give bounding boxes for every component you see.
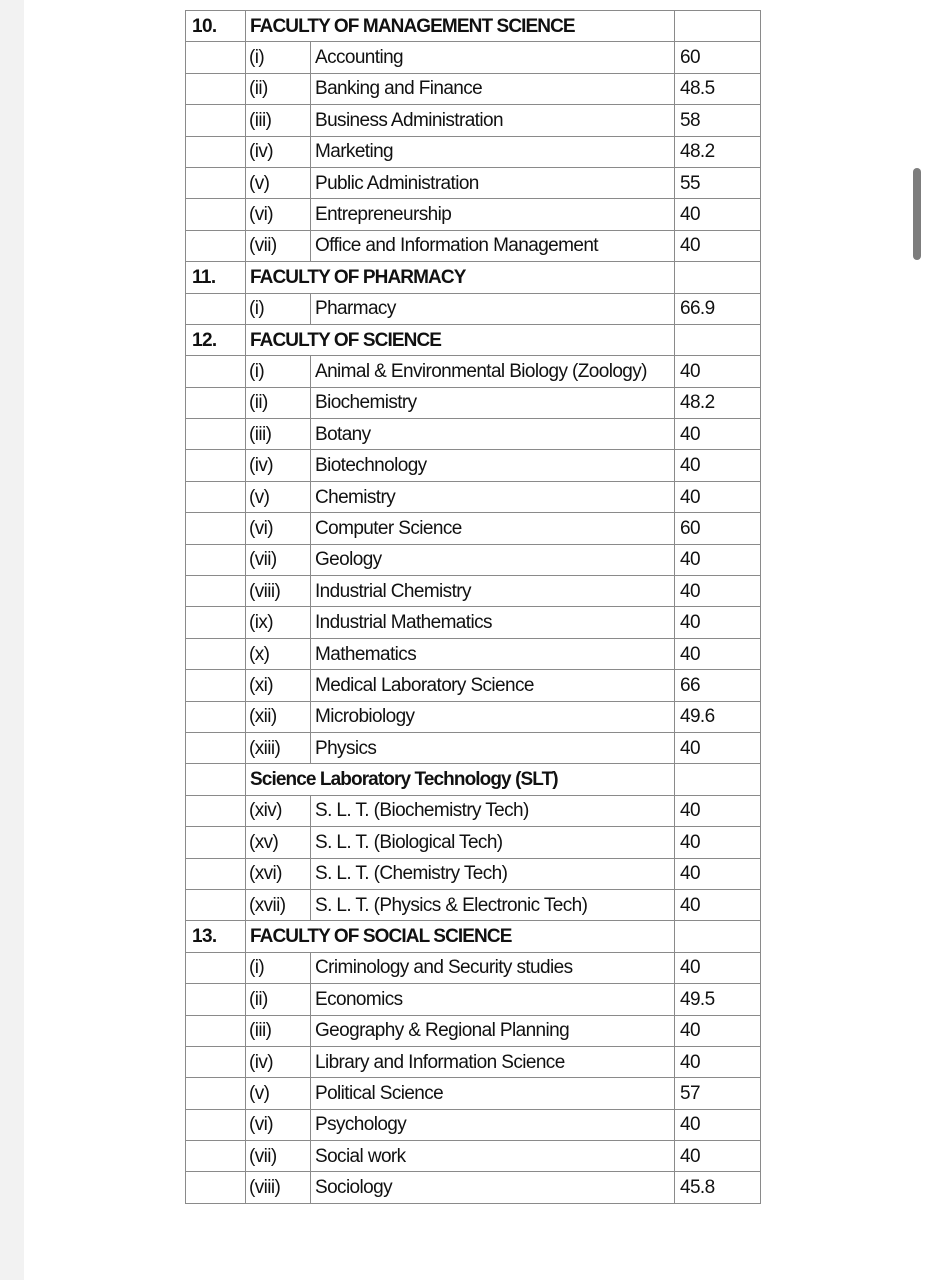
course-name: Accounting xyxy=(311,42,675,73)
course-row xyxy=(186,889,761,920)
course-name: Business Administration xyxy=(311,105,675,136)
course-name: Marketing xyxy=(311,136,675,167)
course-number-cell xyxy=(186,858,246,889)
course-name: Sociology xyxy=(311,1172,675,1203)
course-roman-numeral: (vi) xyxy=(246,1109,311,1140)
course-roman-numeral: (vi) xyxy=(246,513,311,544)
course-row xyxy=(186,607,761,638)
course-cutoff-score: 45.8 xyxy=(675,1172,761,1203)
course-cutoff-score: 40 xyxy=(675,638,761,669)
course-number-cell xyxy=(186,230,246,261)
faculty-score-cell xyxy=(675,764,761,795)
course-name: Microbiology xyxy=(311,701,675,732)
course-number-cell xyxy=(186,105,246,136)
course-row xyxy=(186,450,761,481)
course-number-cell xyxy=(186,1015,246,1046)
course-roman-numeral: (xiv) xyxy=(246,795,311,826)
course-name: Office and Information Management xyxy=(311,230,675,261)
course-cutoff-score: 40 xyxy=(675,356,761,387)
faculty-title: FACULTY OF PHARMACY xyxy=(246,262,675,293)
course-name: Social work xyxy=(311,1141,675,1172)
course-roman-numeral: (i) xyxy=(246,293,311,324)
course-cutoff-score: 40 xyxy=(675,481,761,512)
course-row xyxy=(186,732,761,763)
faculty-score-cell xyxy=(675,921,761,952)
course-row xyxy=(186,199,761,230)
course-name: Political Science xyxy=(311,1078,675,1109)
course-name: Mathematics xyxy=(311,638,675,669)
course-name: Computer Science xyxy=(311,513,675,544)
course-number-cell xyxy=(186,167,246,198)
course-row xyxy=(186,1172,761,1203)
faculty-score-cell xyxy=(675,324,761,355)
faculty-score-cell xyxy=(675,262,761,293)
course-row xyxy=(186,701,761,732)
course-cutoff-score: 49.5 xyxy=(675,984,761,1015)
course-roman-numeral: (i) xyxy=(246,42,311,73)
course-roman-numeral: (iv) xyxy=(246,450,311,481)
faculty-number: 13. xyxy=(186,921,246,952)
course-name: Industrial Chemistry xyxy=(311,576,675,607)
course-row xyxy=(186,858,761,889)
course-row xyxy=(186,1046,761,1077)
course-cutoff-score: 40 xyxy=(675,576,761,607)
course-row xyxy=(186,419,761,450)
course-cutoff-score: 40 xyxy=(675,952,761,983)
course-row xyxy=(186,827,761,858)
course-row xyxy=(186,356,761,387)
course-roman-numeral: (iv) xyxy=(246,1046,311,1077)
course-name: Animal & Environmental Biology (Zoology) xyxy=(311,356,675,387)
faculty-header-row xyxy=(186,764,761,795)
course-cutoff-score: 40 xyxy=(675,607,761,638)
course-row xyxy=(186,1078,761,1109)
course-name: Economics xyxy=(311,984,675,1015)
course-cutoff-score: 40 xyxy=(675,732,761,763)
course-cutoff-score: 40 xyxy=(675,199,761,230)
course-name: Library and Information Science xyxy=(311,1046,675,1077)
cutoff-marks-table xyxy=(185,10,761,1204)
course-cutoff-score: 40 xyxy=(675,858,761,889)
course-roman-numeral: (vi) xyxy=(246,199,311,230)
course-cutoff-score: 48.5 xyxy=(675,73,761,104)
course-name: Biochemistry xyxy=(311,387,675,418)
course-roman-numeral: (v) xyxy=(246,481,311,512)
course-number-cell xyxy=(186,356,246,387)
course-row xyxy=(186,73,761,104)
course-cutoff-score: 55 xyxy=(675,167,761,198)
course-cutoff-score: 48.2 xyxy=(675,136,761,167)
course-cutoff-score: 40 xyxy=(675,795,761,826)
course-cutoff-score: 40 xyxy=(675,230,761,261)
course-name: Geology xyxy=(311,544,675,575)
course-name: S. L. T. (Physics & Electronic Tech) xyxy=(311,889,675,920)
course-roman-numeral: (viii) xyxy=(246,576,311,607)
course-number-cell xyxy=(186,481,246,512)
course-cutoff-score: 66.9 xyxy=(675,293,761,324)
course-roman-numeral: (xv) xyxy=(246,827,311,858)
course-number-cell xyxy=(186,670,246,701)
course-cutoff-score: 40 xyxy=(675,450,761,481)
course-row xyxy=(186,984,761,1015)
faculty-number: 12. xyxy=(186,324,246,355)
course-row xyxy=(186,1015,761,1046)
course-number-cell xyxy=(186,984,246,1015)
course-cutoff-score: 40 xyxy=(675,827,761,858)
course-row xyxy=(186,795,761,826)
course-row xyxy=(186,544,761,575)
course-row xyxy=(186,1141,761,1172)
course-number-cell xyxy=(186,1172,246,1203)
course-number-cell xyxy=(186,1109,246,1140)
course-cutoff-score: 49.6 xyxy=(675,701,761,732)
faculty-title: FACULTY OF MANAGEMENT SCIENCE xyxy=(246,11,675,42)
course-number-cell xyxy=(186,73,246,104)
faculty-title: FACULTY OF SOCIAL SCIENCE xyxy=(246,921,675,952)
faculty-title: FACULTY OF SCIENCE xyxy=(246,324,675,355)
faculty-title: Science Laboratory Technology (SLT) xyxy=(246,764,675,795)
course-number-cell xyxy=(186,1141,246,1172)
course-roman-numeral: (iv) xyxy=(246,136,311,167)
course-number-cell xyxy=(186,607,246,638)
course-roman-numeral: (ix) xyxy=(246,607,311,638)
course-number-cell xyxy=(186,136,246,167)
course-number-cell xyxy=(186,638,246,669)
faculty-header-row xyxy=(186,11,761,42)
course-row xyxy=(186,481,761,512)
course-row xyxy=(186,42,761,73)
course-row xyxy=(186,952,761,983)
course-roman-numeral: (i) xyxy=(246,356,311,387)
course-number-cell xyxy=(186,513,246,544)
course-number-cell xyxy=(186,701,246,732)
course-roman-numeral: (iii) xyxy=(246,1015,311,1046)
course-number-cell xyxy=(186,795,246,826)
faculty-header-row xyxy=(186,324,761,355)
course-roman-numeral: (xiii) xyxy=(246,732,311,763)
course-cutoff-score: 60 xyxy=(675,42,761,73)
course-name: Biotechnology xyxy=(311,450,675,481)
course-roman-numeral: (vii) xyxy=(246,1141,311,1172)
course-row xyxy=(186,230,761,261)
course-roman-numeral: (iii) xyxy=(246,419,311,450)
course-name: S. L. T. (Biochemistry Tech) xyxy=(311,795,675,826)
course-cutoff-score: 66 xyxy=(675,670,761,701)
course-name: Medical Laboratory Science xyxy=(311,670,675,701)
course-row xyxy=(186,638,761,669)
course-cutoff-score: 40 xyxy=(675,1141,761,1172)
course-name: Psychology xyxy=(311,1109,675,1140)
scrollbar-thumb[interactable] xyxy=(913,168,921,260)
faculty-header-row xyxy=(186,262,761,293)
course-row xyxy=(186,513,761,544)
course-name: S. L. T. (Biological Tech) xyxy=(311,827,675,858)
course-roman-numeral: (xi) xyxy=(246,670,311,701)
course-cutoff-score: 40 xyxy=(675,1046,761,1077)
course-roman-numeral: (viii) xyxy=(246,1172,311,1203)
course-row xyxy=(186,167,761,198)
course-number-cell xyxy=(186,889,246,920)
course-roman-numeral: (iii) xyxy=(246,105,311,136)
course-number-cell xyxy=(186,42,246,73)
course-number-cell xyxy=(186,293,246,324)
faculty-score-cell xyxy=(675,11,761,42)
course-roman-numeral: (ii) xyxy=(246,387,311,418)
cutoff-table-body xyxy=(186,11,761,1204)
course-name: Public Administration xyxy=(311,167,675,198)
faculty-number: 11. xyxy=(186,262,246,293)
course-number-cell xyxy=(186,199,246,230)
course-name: Criminology and Security studies xyxy=(311,952,675,983)
course-number-cell xyxy=(186,544,246,575)
course-roman-numeral: (xvii) xyxy=(246,889,311,920)
course-roman-numeral: (ii) xyxy=(246,984,311,1015)
course-number-cell xyxy=(186,387,246,418)
faculty-number: 10. xyxy=(186,11,246,42)
course-cutoff-score: 40 xyxy=(675,544,761,575)
course-cutoff-score: 60 xyxy=(675,513,761,544)
faculty-header-row xyxy=(186,921,761,952)
course-name: S. L. T. (Chemistry Tech) xyxy=(311,858,675,889)
course-number-cell xyxy=(186,952,246,983)
course-roman-numeral: (ii) xyxy=(246,73,311,104)
course-cutoff-score: 40 xyxy=(675,889,761,920)
course-roman-numeral: (i) xyxy=(246,952,311,983)
course-name: Chemistry xyxy=(311,481,675,512)
course-row xyxy=(186,576,761,607)
course-number-cell xyxy=(186,1078,246,1109)
course-row xyxy=(186,1109,761,1140)
course-cutoff-score: 40 xyxy=(675,419,761,450)
course-row xyxy=(186,670,761,701)
course-row xyxy=(186,293,761,324)
course-name: Banking and Finance xyxy=(311,73,675,104)
course-name: Pharmacy xyxy=(311,293,675,324)
course-name: Botany xyxy=(311,419,675,450)
course-number-cell xyxy=(186,827,246,858)
course-cutoff-score: 40 xyxy=(675,1015,761,1046)
course-roman-numeral: (vii) xyxy=(246,544,311,575)
course-roman-numeral: (v) xyxy=(246,167,311,198)
course-cutoff-score: 57 xyxy=(675,1078,761,1109)
course-number-cell xyxy=(186,450,246,481)
course-roman-numeral: (xvi) xyxy=(246,858,311,889)
course-number-cell xyxy=(186,419,246,450)
course-cutoff-score: 40 xyxy=(675,1109,761,1140)
course-name: Geography & Regional Planning xyxy=(311,1015,675,1046)
course-row xyxy=(186,105,761,136)
course-name: Physics xyxy=(311,732,675,763)
course-roman-numeral: (x) xyxy=(246,638,311,669)
course-row xyxy=(186,136,761,167)
course-cutoff-score: 48.2 xyxy=(675,387,761,418)
course-roman-numeral: (xii) xyxy=(246,701,311,732)
course-number-cell xyxy=(186,576,246,607)
course-number-cell xyxy=(186,732,246,763)
course-name: Industrial Mathematics xyxy=(311,607,675,638)
course-row xyxy=(186,387,761,418)
course-name: Entrepreneurship xyxy=(311,199,675,230)
course-number-cell xyxy=(186,1046,246,1077)
course-roman-numeral: (vii) xyxy=(246,230,311,261)
course-cutoff-score: 58 xyxy=(675,105,761,136)
course-roman-numeral: (v) xyxy=(246,1078,311,1109)
faculty-number xyxy=(186,764,246,795)
